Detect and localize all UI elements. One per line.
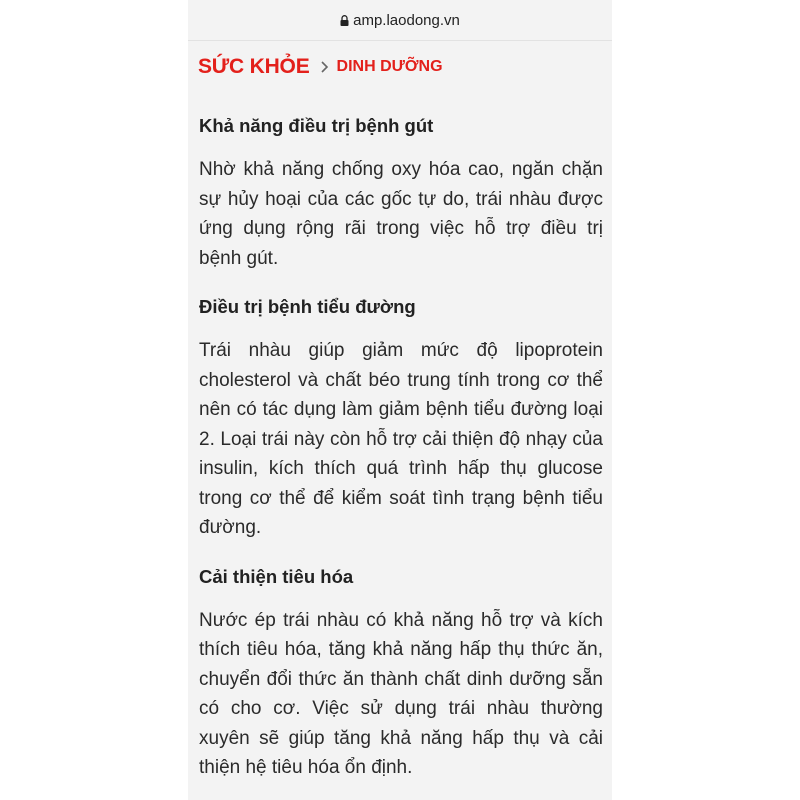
breadcrumb-section-link[interactable]: SỨC KHỎE: [198, 54, 310, 78]
paragraph-diabetes: Trái nhàu giúp giảm mức độ lipoprotein cholesterol và chất béo trung tính trong cơ thể nên có tác dụng làm giảm bệnh tiểu đường loại 2. Loại trái này còn hỗ trợ cải thiện độ nhạy của insulin, kích thích quá trình hấp thụ glucose trong cơ thể để kiểm soát tình trạng bệnh tiểu đường.: [199, 340, 603, 538]
chevron-right-icon: [320, 60, 329, 74]
heading-diabetes: Điều trị bệnh tiểu đường: [199, 296, 416, 317]
section-breadcrumb: [188, 40, 612, 92]
url-text: amp.laodong.vn: [353, 11, 460, 29]
phone-screen: [188, 0, 612, 800]
browser-url-bar[interactable]: [188, 0, 612, 40]
breadcrumb-subsection-link[interactable]: DINH DƯỠNG: [336, 57, 443, 75]
lock-icon: [340, 15, 349, 26]
heading-digestion: Cải thiện tiêu hóa: [199, 565, 354, 587]
paragraph-digestion: Nước ép trái nhàu có khả năng hỗ trợ và kích thích tiêu hóa, tăng khả năng hấp thụ thức ăn, chuyển đổi thức ăn thành chất dinh dưỡng sẵn có cho cơ. Việc sử dụng trái nhàu thường xuyên sẽ giúp tăng khả năng hấp thụ và cải thiện hệ tiêu hóa ổn định.: [199, 609, 603, 778]
paragraph-gout: Nhờ khả năng chống oxy hóa cao, ngăn chặn sự hủy hoại của các gốc tự do, trái nhàu được ứng dụng rộng rãi trong việc hỗ trợ điều trị bệnh gút.: [199, 159, 603, 269]
heading-gout: Khả năng điều trị bệnh gút: [199, 115, 434, 136]
article-body: [199, 72, 603, 783]
